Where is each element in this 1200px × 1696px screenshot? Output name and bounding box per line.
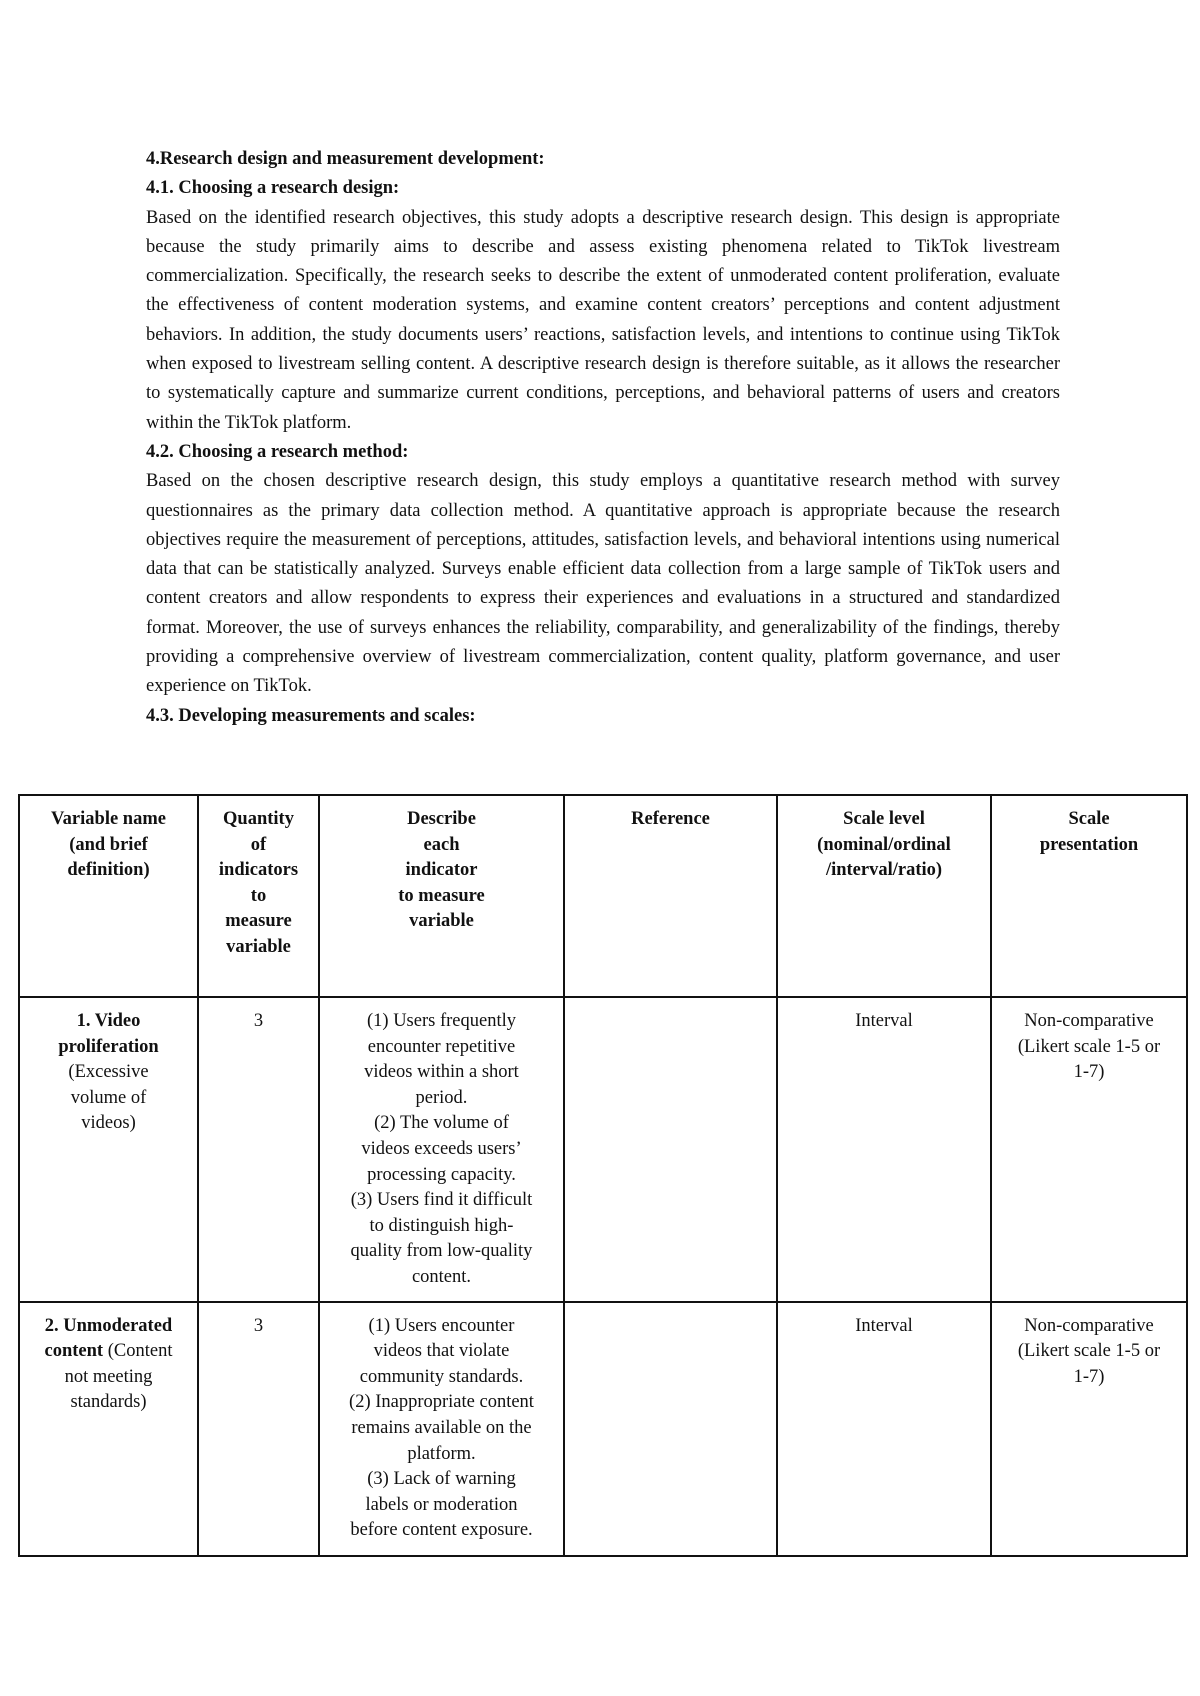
header-scale-presentation: Scale presentation (991, 795, 1187, 997)
header-variable-name: Variable name (and brief definition) (19, 795, 198, 997)
body-text-block (146, 145, 1060, 731)
header-reference: Reference (564, 795, 777, 997)
header-scale-level: Scale level (nominal/ordinal /interval/ratio) (777, 795, 991, 997)
cell-scale-level: Interval (777, 1302, 991, 1556)
table-row (19, 997, 1187, 1302)
cell-indicators: (1) Users frequently encounter repetitive videos within a short period. (2) The volume of videos exceeds users’ processing capacity. (3) Users find it difficult to distinguish high- quality from low-quality content. (319, 997, 564, 1302)
cell-reference (564, 1302, 777, 1556)
cell-variable-name (19, 1302, 198, 1556)
subsection-heading-measurements: 4.3. Developing measurements and scales: (146, 705, 476, 726)
cell-scale-presentation: Non-comparative (Likert scale 1-5 or 1-7) (991, 997, 1187, 1302)
table-header-row (19, 795, 1187, 997)
cell-scale-level: Interval (777, 997, 991, 1302)
variable-definition: (Excessive volume of videos) (68, 1062, 149, 1134)
cell-quantity: 3 (198, 1302, 319, 1556)
cell-reference (564, 997, 777, 1302)
variable-name: 1. Video proliferation (58, 1011, 159, 1057)
measurement-table (18, 794, 1188, 1557)
subsection-heading-research-method: 4.2. Choosing a research method: (146, 441, 409, 462)
paragraph-research-design: Based on the identified research objectives, this study adopts a descriptive research design. This design is appropriate because the study primarily aims to describe and assess existing phenomena related to TikTok livestream commercialization. Specifically, the research seeks to describe the extent of unmoderated content proliferation, evaluate the effectiveness of content moderation systems, and examine content creators’ perceptions and content adjustment behaviors. In addition, the study documents users’ reactions, satisfaction levels, and intentions to continue using TikTok when exposed to livestream selling content. A descriptive research design is therefore suitable, as it allows the researcher to systematically capture and summarize current conditions, perceptions, and behavioral patterns of users and creators within the TikTok platform. (146, 207, 1060, 433)
cell-scale-presentation: Non-comparative (Likert scale 1-5 or 1-7) (991, 1302, 1187, 1556)
header-quantity: Quantity of indicators to measure variable (198, 795, 319, 997)
cell-quantity: 3 (198, 997, 319, 1302)
cell-variable-name (19, 997, 198, 1302)
subsection-heading-research-design: 4.1. Choosing a research design: (146, 178, 400, 199)
variable-definition: (Content not meeting standards) (64, 1341, 173, 1413)
table-row (19, 1302, 1187, 1556)
measurement-table-container (18, 794, 1186, 1557)
paragraph-research-method: Based on the chosen descriptive research design, this study employs a quantitative research method with survey questionnaires as the primary data collection method. A quantitative approach is appropriate because the research objectives require the measurement of perceptions, attitudes, satisfaction levels, and behavioral intentions using numerical data that can be statistically analyzed. Surveys enable efficient data collection from a large sample of TikTok users and content creators and allow respondents to express their experiences and evaluations in a structured and standardized format. Moreover, the use of surveys enhances the reliability, comparability, and generalizability of the findings, thereby providing a comprehensive overview of livestream commercialization, content quality, platform governance, and user experience on TikTok. (146, 471, 1060, 697)
header-describe-indicator: Describe each indicator to measure variable (319, 795, 564, 997)
variable-name: 2. Unmoderated content (44, 1315, 173, 1362)
section-heading: 4.Research design and measurement development: (146, 149, 545, 169)
cell-indicators: (1) Users encounter videos that violate community standards. (2) Inappropriate content remains available on the platform. (3) Lack of warning labels or moderation before content exposure. (319, 1302, 564, 1556)
